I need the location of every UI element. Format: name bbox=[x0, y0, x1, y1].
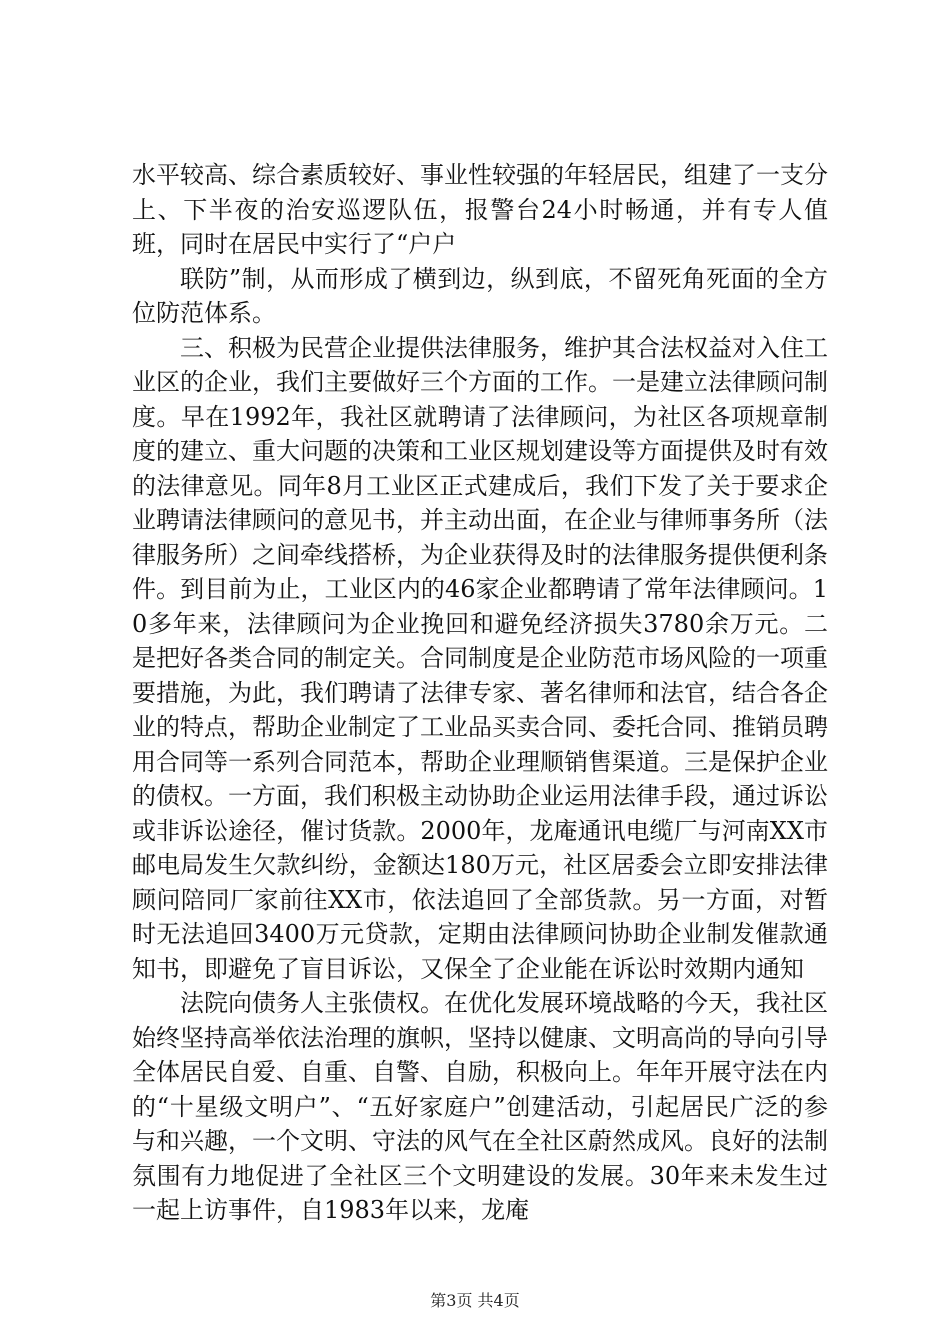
paragraph-legal-services: 三、积极为民营企业提供法律服务，维护其合法权益对入住工业区的企业，我们主要做好三个方面的工作。一是建立法律顾问制度。早在1992年，我社区就聘请了法律顾问，为社区各项规章制度的建立、重大问题的决策和工业区规划建设等方面提供及时有效的法律意见。同年8月工业区正式建成后，我们下发了关于要求企业聘请法律顾问的意见书，并主动出面，在企业与律师事务所（法律服务所）之间牵线搭桥，为企业获得及时的法律服务提供便利条件。到目前为止，工业区内的46家企业都聘请了常年法律顾问。10多年来，法律顾问为企业挽回和避免经济损失3780余万元。二是把好各类合同的制定关。合同制度是企业防范市场风险的一项重要措施，为此，我们聘请了法律专家、著名律师和法官，结合各企业的特点，帮助企业制定了工业品买卖合同、委托合同、推销员聘用合同等一系列合同范本，帮助企业理顺销售渠道。三是保护企业的债权。一方面，我们积极主动协助企业运用法律手段，通过诉讼或非诉讼途径，催讨货款。2000年，龙庵通讯电缆厂与河南XX市邮电局发生欠款纠纷，金额达180万元，社区居委会立即安排法律顾问陪同厂家前往XX市，依法追回了全部货款。另一方面，对暂时无法追回3400万元贷款，定期由法律顾问协助企业制发催款通知书，即避免了盲目诉讼，又保全了企业能在诉讼时效期内通知 bbox=[132, 333, 828, 983]
document-body bbox=[132, 158, 828, 1228]
paragraph-joint-defense: 联防”制，从而形成了横到边，纵到底，不留死角死面的全方位防范体系。 bbox=[132, 264, 828, 327]
page-number-footer: 第3页 共4页 bbox=[430, 1291, 520, 1310]
paragraph-continuation: 水平较高、综合素质较好、事业性较强的年轻居民，组建了一支分上、下半夜的治安巡逻队伍，报警台24小时畅通，并有专人值班，同时在居民中实行了“户户 bbox=[132, 161, 828, 258]
paragraph-court-claims: 法院向债务人主张债权。在优化发展环境战略的今天，我社区始终坚持高举依法治理的旗帜，坚持以健康、文明高尚的导向引导全体居民自爱、自重、自警、自励，积极向上。年年开展守法在内的“十星级文明户”、“五好家庭户”创建活动，引起居民广泛的参与和兴趣，一个文明、守法的风气在全社区蔚然成风。良好的法制氛围有力地促进了全社区三个文明建设的发展。30年来未发生过一起上访事件，自1983年以来，龙庵 bbox=[132, 989, 828, 1224]
